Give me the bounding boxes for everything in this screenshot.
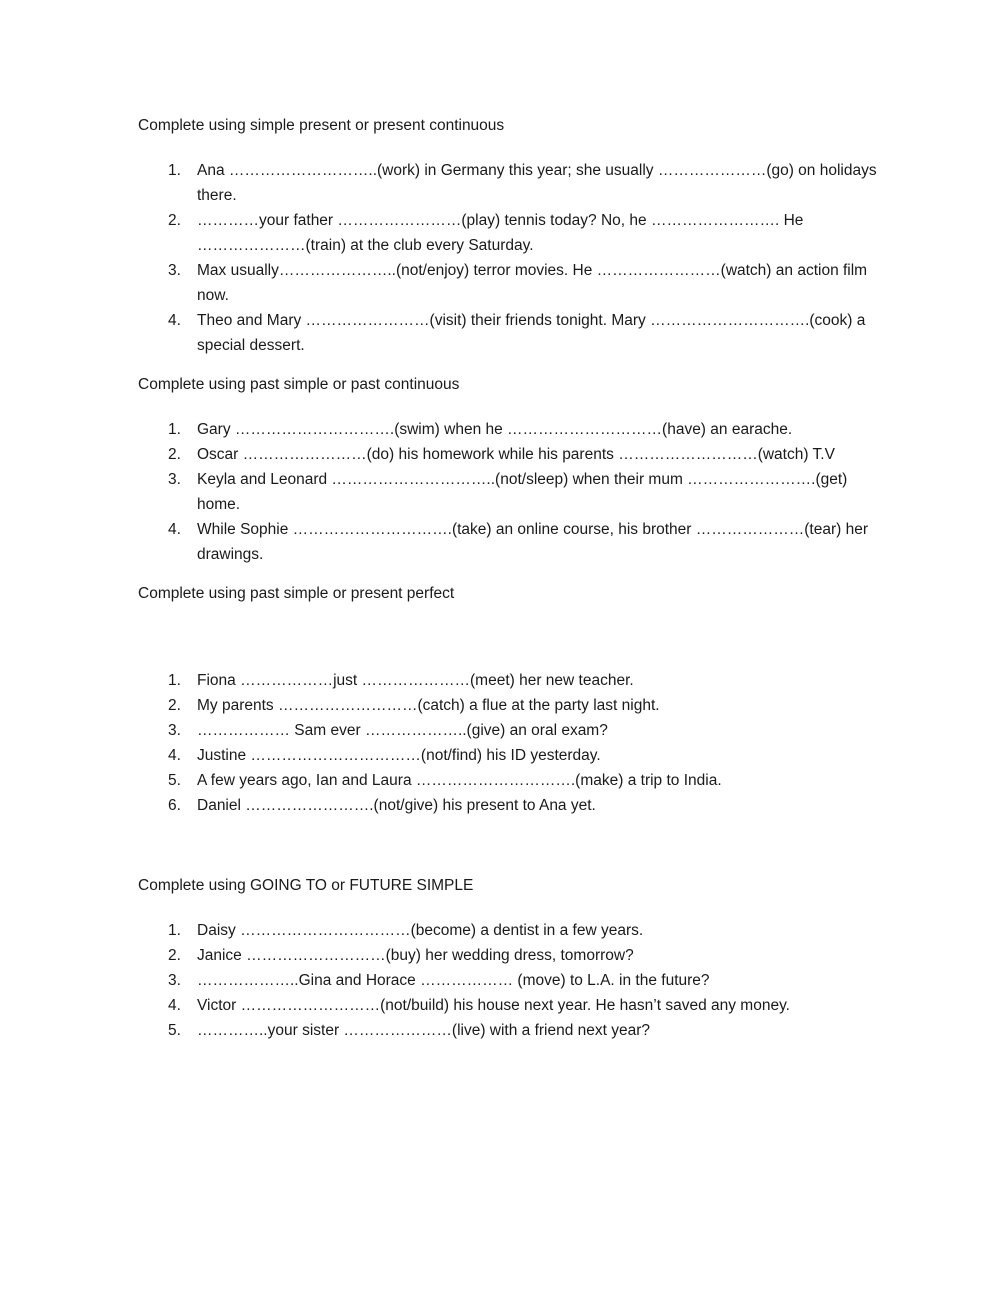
item-number: 3.: [168, 262, 181, 279]
item-number: 2.: [168, 947, 181, 964]
item-text: Gary ………………………….(swim) when he …………………………(have) an earache.: [197, 421, 793, 438]
item-number: 4.: [168, 521, 181, 538]
item-number: 4.: [168, 312, 181, 329]
list-item: [138, 258, 878, 308]
section-simple-present: [138, 116, 878, 358]
item-number: 2.: [168, 212, 181, 229]
section-heading: Complete using GOING TO or FUTURE SIMPLE: [138, 877, 474, 894]
exercise-list: [138, 417, 878, 567]
item-number: 3.: [168, 722, 181, 739]
list-item: [138, 968, 878, 993]
list-item: [138, 442, 878, 467]
item-number: 5.: [168, 772, 181, 789]
exercise-list: [138, 158, 878, 358]
list-item: [138, 417, 878, 442]
list-item: [138, 208, 878, 258]
item-number: 1.: [168, 922, 181, 939]
list-item: [138, 467, 878, 517]
item-text: Janice ………………………(buy) her wedding dress, tomorrow?: [197, 947, 634, 964]
section-heading: Complete using past simple or past continuous: [138, 376, 460, 393]
section-past-continuous: [138, 375, 878, 567]
list-item: [138, 158, 878, 208]
item-number: 3.: [168, 471, 181, 488]
item-number: 1.: [168, 672, 181, 689]
item-text: Justine ……………………………(not/find) his ID yesterday.: [197, 747, 601, 764]
section-present-perfect: [138, 584, 878, 818]
item-text: Oscar ……………………(do) his homework while his parents ………………………(watch) T.V: [197, 446, 835, 463]
item-number: 6.: [168, 797, 181, 814]
list-item: [138, 743, 878, 768]
list-item: [138, 918, 878, 943]
list-item: [138, 768, 878, 793]
item-text: A few years ago, Ian and Laura ………………………….(make) a trip to India.: [197, 772, 722, 789]
list-item: [138, 718, 878, 743]
item-text: Daisy ……………………………(become) a dentist in a few years.: [197, 922, 644, 939]
item-text: Fiona ………………just …………………(meet) her new teacher.: [197, 672, 634, 689]
item-number: 1.: [168, 421, 181, 438]
list-item: [138, 943, 878, 968]
list-item: [138, 668, 878, 693]
item-number: 4.: [168, 747, 181, 764]
item-text: ……………… Sam ever ………………..(give) an oral exam?: [197, 722, 608, 739]
exercise-list: [138, 668, 878, 818]
item-number: 2.: [168, 697, 181, 714]
item-text: Theo and Mary ……………………(visit) their friends tonight. Mary ………………………….(cook) a special dessert.: [197, 312, 866, 354]
item-text: While Sophie ………………………….(take) an online course, his brother …………………(tear) her drawings.: [197, 521, 869, 563]
item-text: …………your father ……………………(play) tennis today? No, he ……………………. He …………………(train) at the club every Saturday.: [197, 212, 804, 254]
list-item: [138, 1018, 878, 1043]
item-text: Victor ………………………(not/build) his house next year. He hasn’t saved any money.: [197, 997, 790, 1014]
list-item: [138, 308, 878, 358]
item-number: 3.: [168, 972, 181, 989]
item-number: 2.: [168, 446, 181, 463]
list-item: [138, 517, 878, 567]
item-text: ………………..Gina and Horace ……………… (move) to L.A. in the future?: [197, 972, 710, 989]
item-number: 5.: [168, 1022, 181, 1039]
section-heading: Complete using simple present or present continuous: [138, 117, 505, 134]
item-text: …………..your sister …………………(live) with a friend next year?: [197, 1022, 651, 1039]
section-future: [138, 876, 878, 1043]
section-heading: Complete using past simple or present perfect: [138, 585, 455, 602]
list-item: [138, 793, 878, 818]
item-number: 1.: [168, 162, 181, 179]
item-text: Daniel …………………….(not/give) his present to Ana yet.: [197, 797, 596, 814]
list-item: [138, 993, 878, 1018]
exercise-list: [138, 918, 878, 1043]
item-number: 4.: [168, 997, 181, 1014]
list-item: [138, 693, 878, 718]
item-text: My parents ………………………(catch) a flue at the party last night.: [197, 697, 660, 714]
item-text: Ana ………………………..(work) in Germany this year; she usually …………………(go) on holidays there.: [197, 162, 877, 204]
item-text: Max usually…………………..(not/enjoy) terror movies. He ……………………(watch) an action film now.: [197, 262, 868, 304]
item-text: Keyla and Leonard …………………………..(not/sleep) when their mum …………………….(get) home.: [197, 471, 848, 513]
